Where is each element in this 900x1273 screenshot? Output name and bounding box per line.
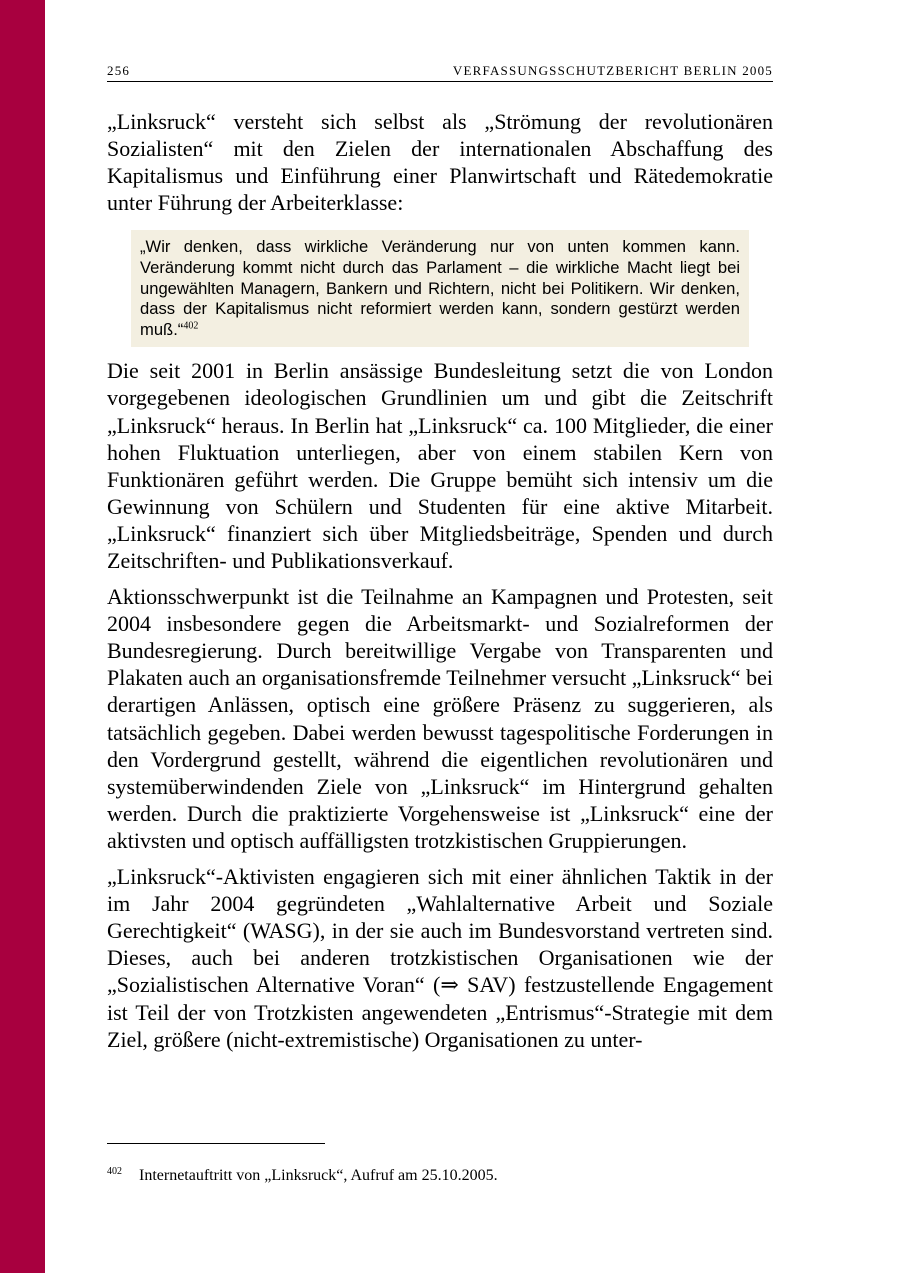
footnote-separator [107,1143,325,1144]
body-text [107,108,773,1062]
footnote-text: Internetauftritt von „Linksruck“, Aufruf am 25.10.2005. [139,1167,498,1184]
page-number: 256 [107,63,131,78]
side-color-bar [0,0,45,1273]
footnote: 402 Internetauftritt von „Linksruck“, Aufruf am 25.10.2005. [107,1165,498,1184]
running-title: VERFASSUNGSSCHUTZBERICHT BERLIN 2005 [452,63,773,78]
running-header [107,63,773,82]
paragraph-4: „Linksruck“-Aktivisten engagieren sich mit einer ähnlichen Taktik in der im Jahr 2004 gegründeten „Wahlalternative Arbeit und Soziale Gerechtigkeit“ (WASG), in der sie auch im Bundesvorstand vertreten sind. Dieses, auch bei anderen trotzkistischen Organisationen wie der „Sozialistischen Alternative Voran“ (⇒ SAV) festzustellende Engagement ist Teil der von Trotzkisten angewendeten „Entrismus“-Strategie mit dem Ziel, größere (nicht-extremistische) Organisationen zu unter- [107,864,773,1052]
footnote-reference: 402 [183,320,199,332]
paragraph-1: „Linksruck“ versteht sich selbst als „Strömung der revolutionären Sozialisten“ mit den Zielen der internationalen Abschaffung des Kapitalismus und Einführung einer Planwirtschaft und Rätedemokratie unter Führung der Arbeiterklasse: [107,109,773,216]
quote-box [131,230,749,347]
paragraph-3: Aktionsschwerpunkt ist die Teilnahme an Kampagnen und Protesten, seit 2004 insbesondere gegen die Arbeitsmarkt- und Sozialreformen der Bundesregierung. Durch bereitwillige Vergabe von Transparenten und Plakaten auch an organisationsfremde Teilnehmer versucht „Linksruck“ bei derartigen Anlässen, optisch eine größere Präsenz zu suggerieren, als tatsächlich gegeben. Dabei werden bewusst tagespolitische Forderungen in den Vordergrund gestellt, während die eigentlichen revolutionären und systemüberwindenden Ziele von „Linksruck“ im Hintergrund gehalten werden. Durch die praktizierte Vorgehensweise ist „Linksruck“ eine der aktivsten und optisch auffälligsten trotzkistischen Gruppierungen. [107,584,773,853]
quote-text: „Wir denken, dass wirkliche Veränderung nur von unten kommen kann. Veränderung kommt nicht durch das Parlament – die wirkliche Macht liegt bei ungewählten Managern, Bankern und Richtern, nicht bei Politikern. Wir denken, dass der Kapitalismus nicht reformiert werden kann, sondern gestürzt werden muß.“ [140,237,740,339]
paragraph-2: Die seit 2001 in Berlin ansässige Bundesleitung setzt die von London vorgegebenen ideologischen Grundlinien um und gibt die Zeitschrift „Linksruck“ heraus. In Berlin hat „Linksruck“ ca. 100 Mitglieder, die einer hohen Fluktuation unterliegen, aber von einem stabilen Kern von Funktionären geführt werden. Die Gruppe bemüht sich intensiv um die Gewinnung von Schülern und Studenten für eine aktive Mitarbeit. „Linksruck“ finanziert sich über Mitgliedsbeiträge, Spenden und durch Zeitschriften- und Publikationsverkauf. [107,358,773,573]
